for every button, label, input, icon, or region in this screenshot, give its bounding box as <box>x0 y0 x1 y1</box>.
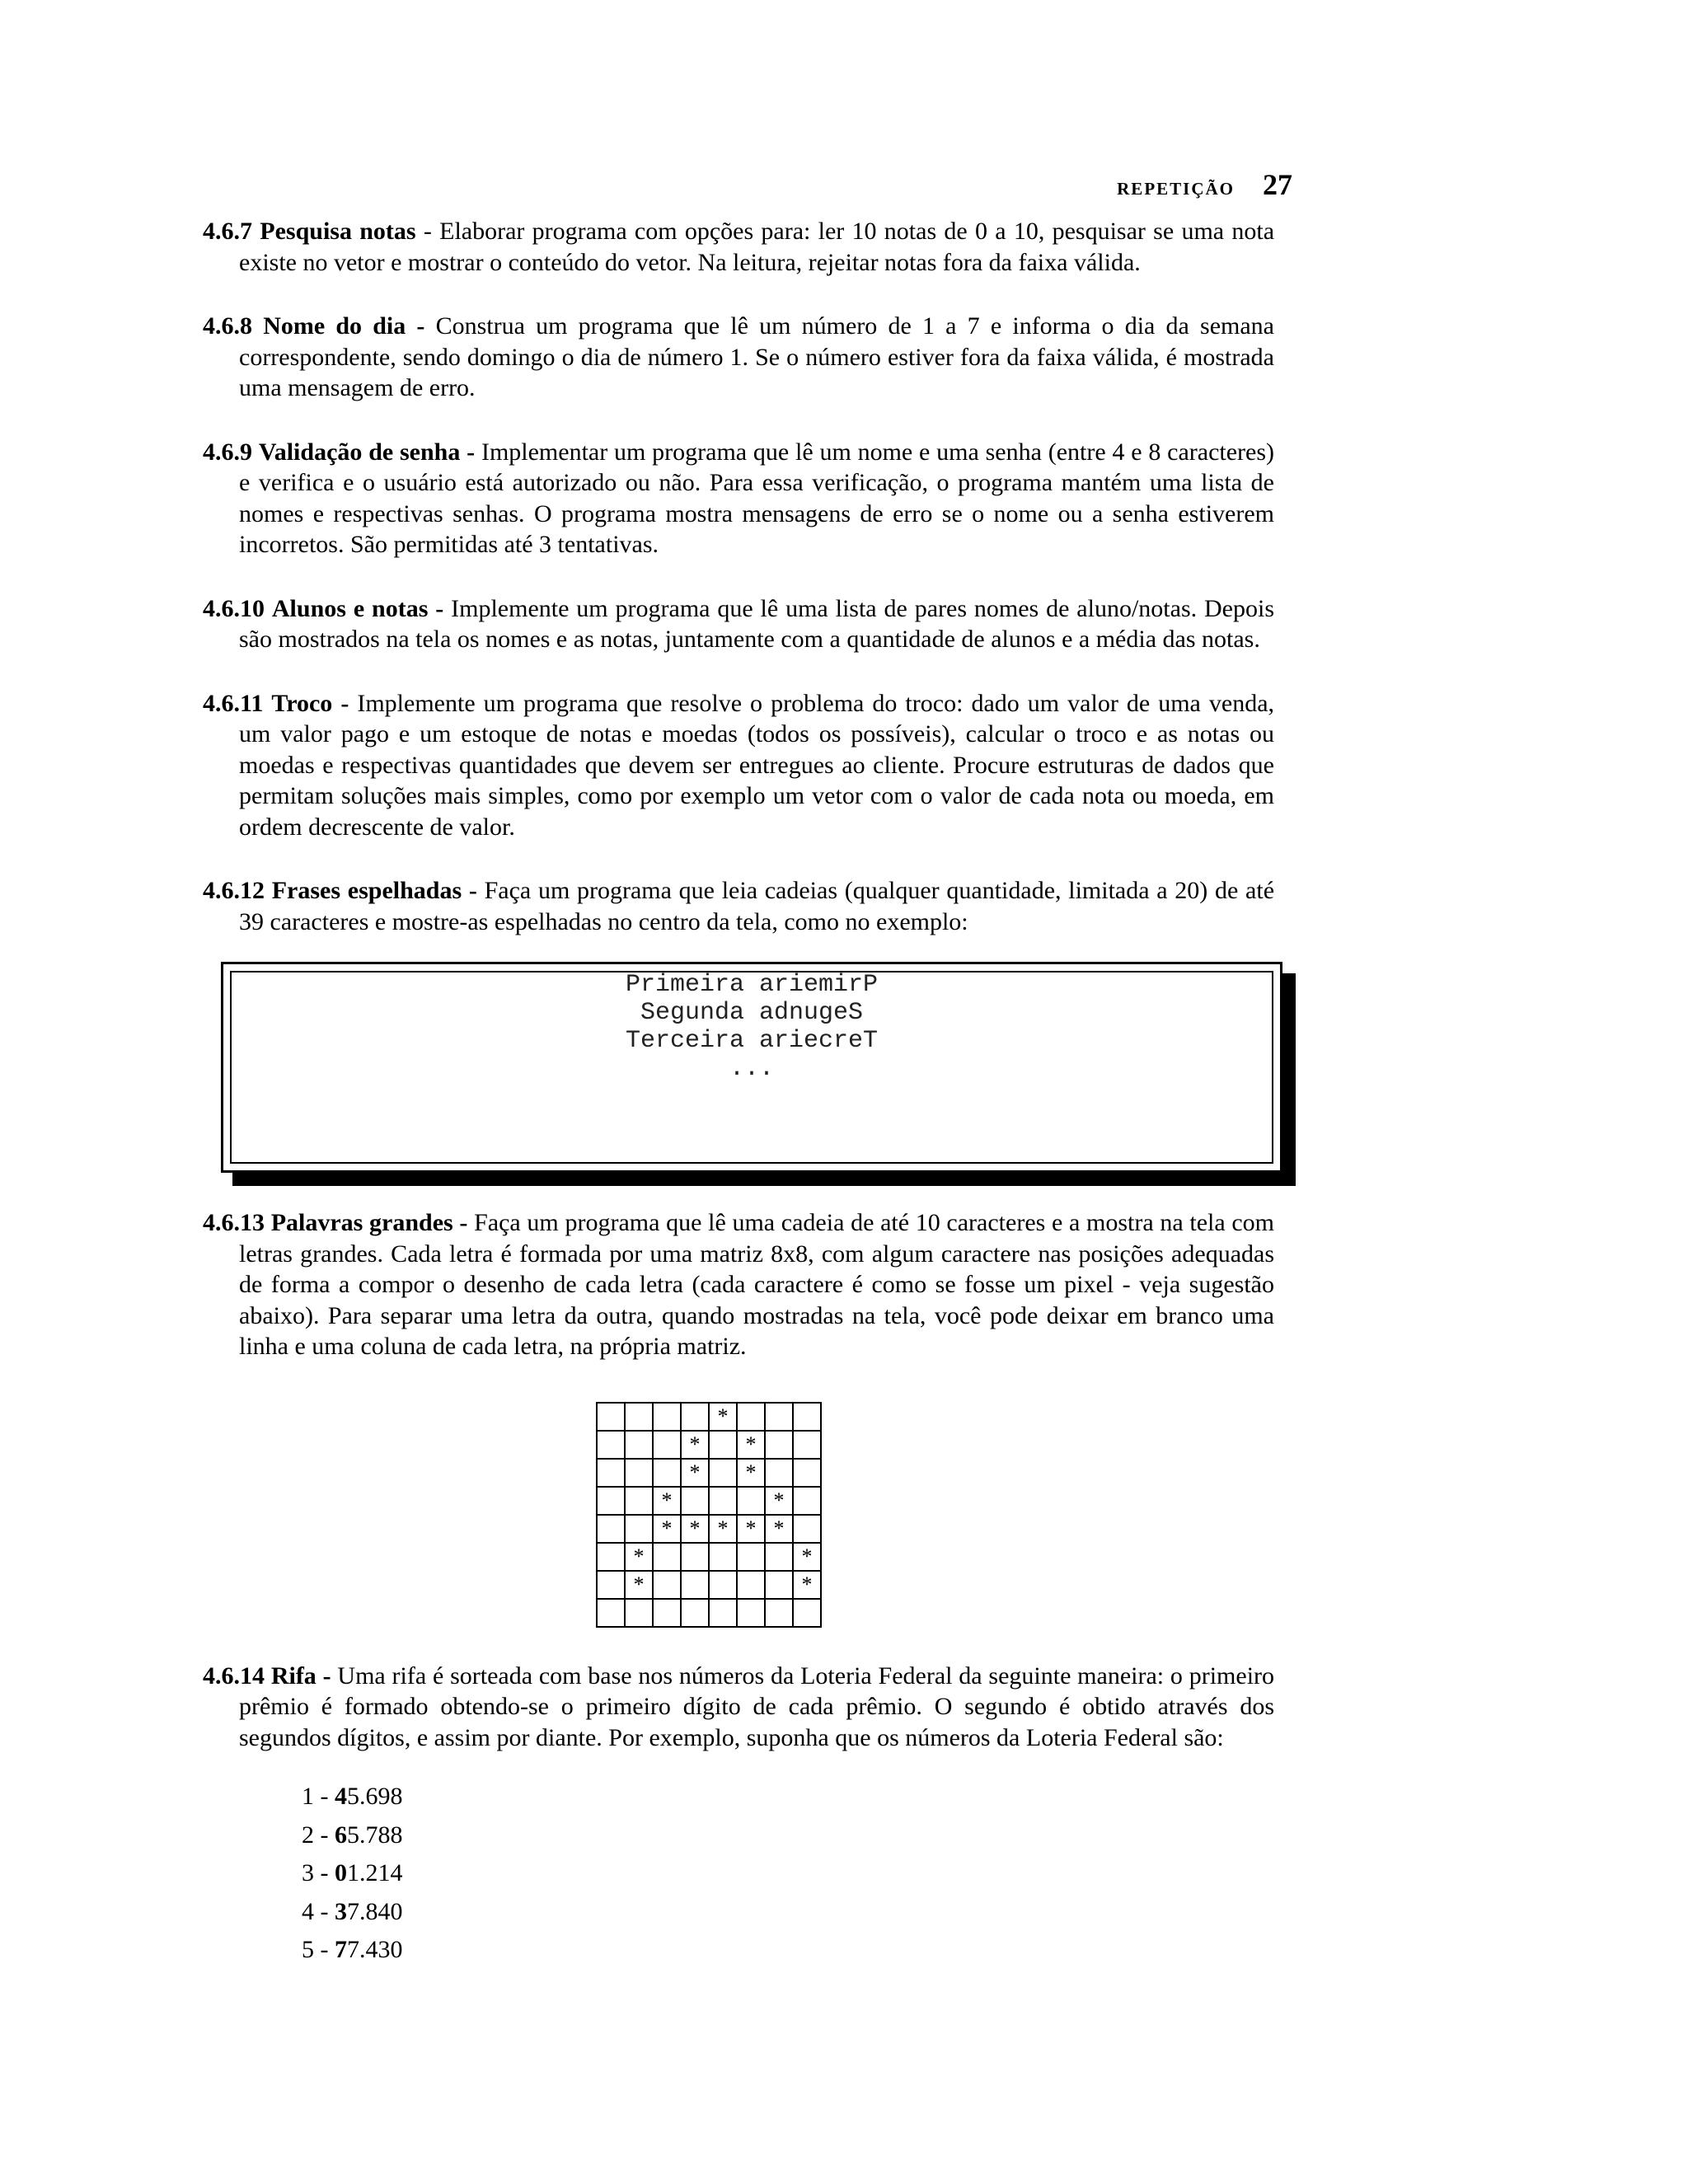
grid-cell <box>653 1431 681 1459</box>
exercise-text: Implementar um programa que lê um nome e uma senha (entre 4 e 8 caracteres) e verifica e o usuário está autorizado ou não. Para essa verificação, o programa mantém uma lista de nomes e respectivas senhas. O programa mostra mensagens de erro se o nome ou a senha estiverem incorretos. São permitidas até 3 tentativas. <box>239 438 1275 558</box>
grid-cell <box>765 1571 793 1599</box>
grid-cell <box>681 1487 709 1515</box>
row-prefix: 5 - <box>302 1936 335 1963</box>
grid-cell <box>765 1403 793 1431</box>
grid-cell: * <box>793 1571 821 1599</box>
grid-cell <box>793 1515 821 1543</box>
grid-cell <box>765 1459 793 1487</box>
grid-cell <box>597 1459 625 1487</box>
grid-cell <box>625 1599 653 1627</box>
lottery-row <box>302 1778 1274 1816</box>
exercise-4-6-8 <box>203 311 1274 404</box>
grid-cell <box>737 1487 765 1515</box>
grid-cell <box>793 1487 821 1515</box>
grid-cell <box>597 1543 625 1571</box>
grid-cell: * <box>737 1515 765 1543</box>
grid-cell <box>597 1571 625 1599</box>
grid-cell: * <box>625 1571 653 1599</box>
grid-cell <box>765 1543 793 1571</box>
exercise-text: Faça um programa que leia cadeias (qualquer quantidade, limitada a 20) de até 39 caracteres e mostre-as espelhadas no centro da tela, como no exemplo: <box>239 877 1275 935</box>
first-digit: 7 <box>335 1936 347 1963</box>
exercise-title: Troco - <box>271 689 349 717</box>
exercise-title: Palavras grandes - <box>270 1209 468 1236</box>
row-rest: 5.698 <box>347 1783 403 1810</box>
exercise-4-6-12 <box>203 875 1274 937</box>
grid-cell <box>737 1543 765 1571</box>
grid-cell <box>597 1431 625 1459</box>
grid-row <box>597 1515 821 1543</box>
exercise-4-6-11 <box>203 688 1274 843</box>
mirrored-text-screen <box>221 962 1284 1186</box>
grid-cell: * <box>765 1487 793 1515</box>
grid-cell <box>765 1431 793 1459</box>
grid-cell <box>625 1459 653 1487</box>
row-prefix: 4 - <box>302 1897 335 1925</box>
grid-cell <box>709 1571 737 1599</box>
grid-row <box>597 1431 821 1459</box>
row-prefix: 2 - <box>302 1821 335 1849</box>
grid-cell <box>709 1543 737 1571</box>
grid-cell <box>625 1431 653 1459</box>
row-rest: 1.214 <box>347 1859 403 1886</box>
exercise-text: Construa um programa que lê um número de 1 a 7 e informa o dia da semana correspondente, sendo domingo o dia de número 1. Se o número estiver fora da faixa válida, é mostrada uma mensagem de erro. <box>239 312 1274 401</box>
exercise-4-6-9 <box>203 437 1274 560</box>
grid-cell <box>653 1571 681 1599</box>
exercise-title: Validação de senha - <box>258 438 476 466</box>
grid-cell: * <box>653 1515 681 1543</box>
grid-cell: * <box>681 1459 709 1487</box>
exercise-title: Alunos e notas - <box>271 594 444 622</box>
grid-cell <box>653 1459 681 1487</box>
grid-cell: * <box>709 1403 737 1431</box>
exercise-number: 4.6.11 <box>203 689 264 717</box>
exercise-text: Implemente um programa que lê uma lista de pares nomes de aluno/notas. Depois são mostrados na tela os nomes e as notas, juntamente com a quantidade de alunos e a média das notas. <box>239 594 1274 653</box>
page-number: 27 <box>1263 168 1292 201</box>
grid-cell <box>793 1459 821 1487</box>
grid-cell: * <box>709 1515 737 1543</box>
exercise-title: Nome do dia - <box>263 312 425 340</box>
grid-cell <box>625 1515 653 1543</box>
exercise-number: 4.6.8 <box>203 312 252 340</box>
exercise-4-6-7 <box>203 216 1274 278</box>
separator <box>467 1209 474 1236</box>
exercise-text: Elaborar programa com opções para: ler 10 notas de 0 a 10, pesquisar se uma nota existe no vetor e mostrar o conteúdo do vetor. Na leitura, rejeitar notas fora da faixa válida. <box>239 218 1275 276</box>
grid-cell: * <box>737 1459 765 1487</box>
grid-cell <box>681 1543 709 1571</box>
exercise-text: Implemente um programa que resolve o problema do troco: dado um valor de uma venda, um valor pago e um estoque de notas e moedas (todos os possíveis), calcular o troco e as notas ou moedas e respectivas quantidades que devem ser entregues ao cliente. Procure estruturas de dados que permitam soluções mais simples, como por exemplo um vetor com o valor de cada nota ou moeda, em ordem decrescente de valor. <box>239 689 1275 841</box>
screen-frame <box>221 962 1282 1173</box>
lottery-row <box>302 1931 1274 1970</box>
exercise-number: 4.6.10 <box>203 594 265 622</box>
grid-row <box>597 1459 821 1487</box>
grid-cell <box>597 1599 625 1627</box>
row-rest: 5.788 <box>347 1821 403 1849</box>
grid-row <box>597 1403 821 1431</box>
row-prefix: 3 - <box>302 1859 335 1886</box>
exercise-title: Frases espelhadas - <box>271 877 477 904</box>
exercise-4-6-13 <box>203 1207 1274 1362</box>
exercise-4-6-10 <box>203 593 1274 655</box>
exercise-number: 4.6.9 <box>203 438 252 466</box>
exercise-number: 4.6.12 <box>203 877 265 904</box>
first-digit: 6 <box>335 1821 347 1849</box>
grid-cell <box>681 1403 709 1431</box>
grid-cell <box>737 1403 765 1431</box>
grid-cell <box>653 1543 681 1571</box>
grid-cell <box>653 1403 681 1431</box>
exercise-number: 4.6.13 <box>203 1209 265 1236</box>
grid-cell <box>793 1599 821 1627</box>
first-digit: 3 <box>335 1897 347 1925</box>
grid-cell <box>765 1599 793 1627</box>
screen-line: Segunda adnugeS <box>640 999 864 1027</box>
exercise-4-6-14 <box>203 1661 1274 1754</box>
grid-row <box>597 1543 821 1571</box>
grid-row <box>597 1487 821 1515</box>
grid-cell: * <box>737 1431 765 1459</box>
letter-matrix-grid <box>596 1402 822 1628</box>
grid-cell <box>793 1403 821 1431</box>
separator <box>349 690 357 717</box>
grid-cell <box>681 1571 709 1599</box>
separator <box>443 595 451 622</box>
grid-cell: * <box>653 1487 681 1515</box>
grid-cell <box>625 1487 653 1515</box>
exercise-text: Uma rifa é sorteada com base nos números da Loteria Federal da seguinte maneira: o primeiro prêmio é formado obtendo-se o primeiro dígito de cada prêmio. O segundo é obtido através dos segundos dígitos, e assim por diante. Por exemplo, suponha que os números da Loteria Federal são: <box>239 1661 1275 1751</box>
screen-lines <box>223 971 1280 1083</box>
grid-cell <box>793 1431 821 1459</box>
grid-cell <box>597 1487 625 1515</box>
first-digit: 0 <box>335 1859 347 1886</box>
screen-line: Primeira ariemirP <box>625 971 879 999</box>
row-rest: 7.430 <box>347 1936 403 1963</box>
grid-row <box>597 1571 821 1599</box>
screen-line: Terceira ariecreT <box>625 1027 879 1055</box>
separator <box>475 438 481 466</box>
exercise-text: Faça um programa que lê uma cadeia de até 10 caracteres e a mostra na tela com letras grandes. Cada letra é formada por uma matriz 8x8, com algum caractere nas posições adequadas de forma a compor o desenho de cada letra (cada caractere é como se fosse um pixel - veja sugestão abaixo). Para separar uma letra da outra, quando mostradas na tela, você pode deixar em branco uma linha e uma coluna de cada letra, na própria matriz. <box>239 1209 1275 1360</box>
grid-cell <box>597 1403 625 1431</box>
grid-cell <box>597 1515 625 1543</box>
lottery-numbers-list <box>302 1778 1274 1970</box>
exercise-title: Pesquisa notas <box>260 218 416 245</box>
grid-cell: * <box>625 1543 653 1571</box>
exercise-title: Rifa - <box>270 1661 331 1690</box>
grid-cell <box>709 1459 737 1487</box>
grid-cell <box>653 1599 681 1627</box>
exercise-number: 4.6.7 <box>203 218 252 245</box>
row-rest: 7.840 <box>347 1897 403 1925</box>
page-content <box>203 216 1274 1970</box>
separator <box>477 877 485 904</box>
grid-cell <box>737 1599 765 1627</box>
grid-row <box>597 1599 821 1627</box>
grid-cell <box>737 1571 765 1599</box>
running-head: REPETIÇÃO <box>1117 179 1235 199</box>
first-digit: 4 <box>335 1783 347 1810</box>
grid-cell <box>709 1487 737 1515</box>
grid-cell <box>625 1403 653 1431</box>
separator: - <box>415 218 440 245</box>
separator <box>424 312 435 340</box>
grid-cell: * <box>765 1515 793 1543</box>
grid-cell <box>681 1599 709 1627</box>
grid-cell: * <box>681 1431 709 1459</box>
screen-line: ... <box>729 1055 774 1083</box>
grid-cell: * <box>793 1543 821 1571</box>
lottery-row <box>302 1854 1274 1893</box>
lottery-row <box>302 1816 1274 1855</box>
row-prefix: 1 - <box>302 1783 335 1810</box>
grid-cell: * <box>681 1515 709 1543</box>
lottery-row <box>302 1893 1274 1932</box>
grid-cell <box>709 1431 737 1459</box>
grid-cell <box>709 1599 737 1627</box>
exercise-number: 4.6.14 <box>203 1661 265 1690</box>
page-header <box>1117 167 1292 202</box>
